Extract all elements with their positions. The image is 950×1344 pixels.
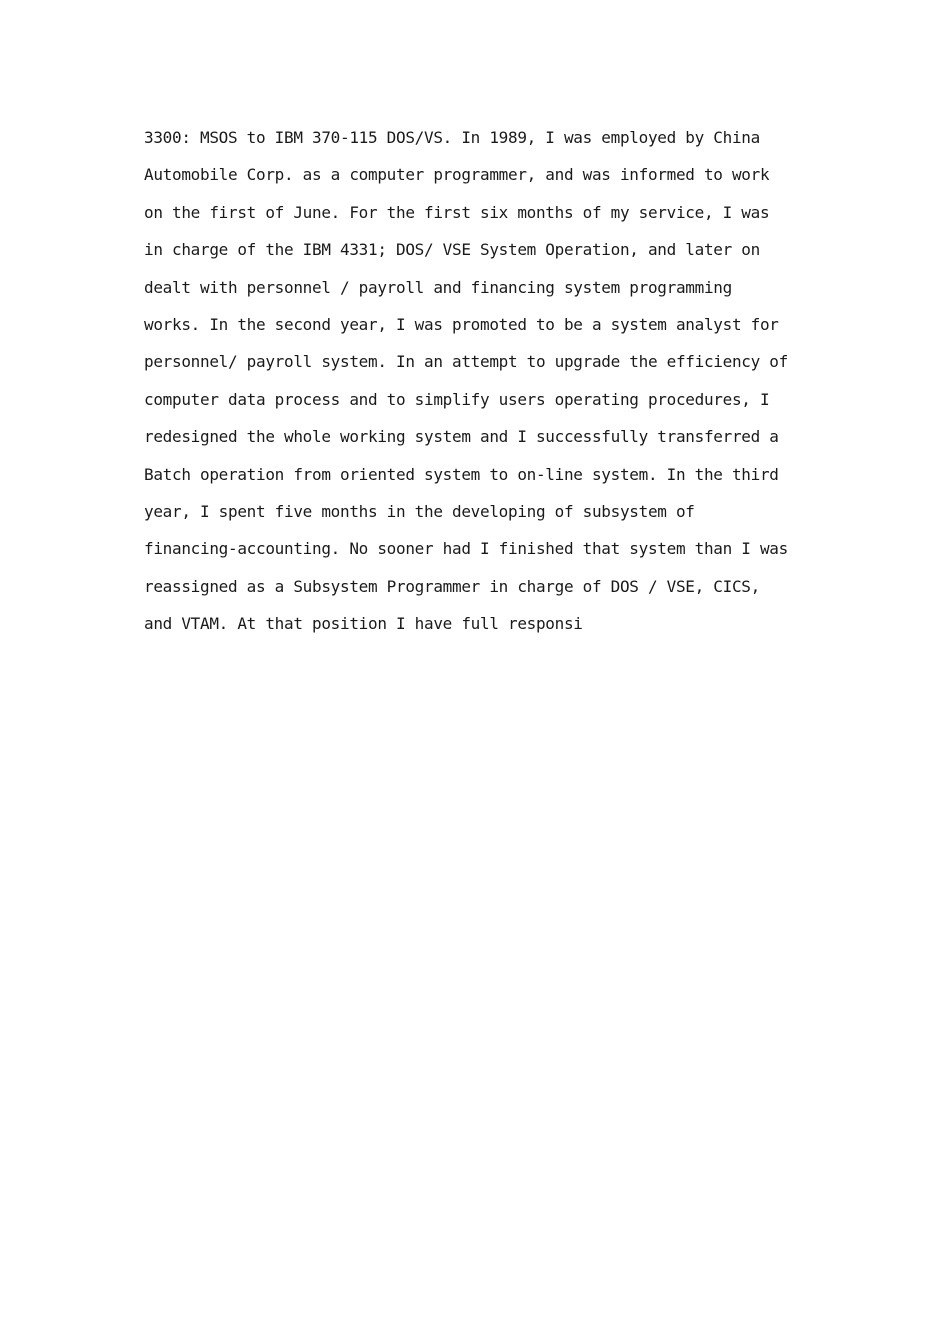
text-line: reassigned as a Subsystem Programmer in charge of DOS / VSE, CICS, [144,576,760,596]
text-line: and VTAM. At that position I have full responsi [144,614,583,634]
text-line: computer data process and to simplify users operating procedures, I [144,389,770,409]
text-line: on the first of June. For the first six months of my service, I was [144,202,770,222]
text-line: Batch operation from oriented system to on-line system. In the third [144,464,779,484]
text-line: 3300: MSOS to IBM 370-115 DOS/VS. In 1989, I was employed by China [144,128,760,147]
text-line: works. In the second year, I was promoted to be a system analyst for [144,314,779,334]
text-line: dealt with personnel / payroll and financing system programming [144,277,732,297]
body-text [144,119,824,642]
text-line: redesigned the whole working system and I successfully transferred a [144,427,779,447]
text-line: year, I spent five months in the developing of subsystem of [144,501,695,521]
text-line: personnel/ payroll system. In an attempt to upgrade the efficiency of [144,352,788,372]
text-line: financing-accounting. No sooner had I finished that system than I was [144,539,788,559]
text-line: in charge of the IBM 4331; DOS/ VSE System Operation, and later on [144,240,760,260]
text-line: Automobile Corp. as a computer programmer, and was informed to work [144,165,770,185]
